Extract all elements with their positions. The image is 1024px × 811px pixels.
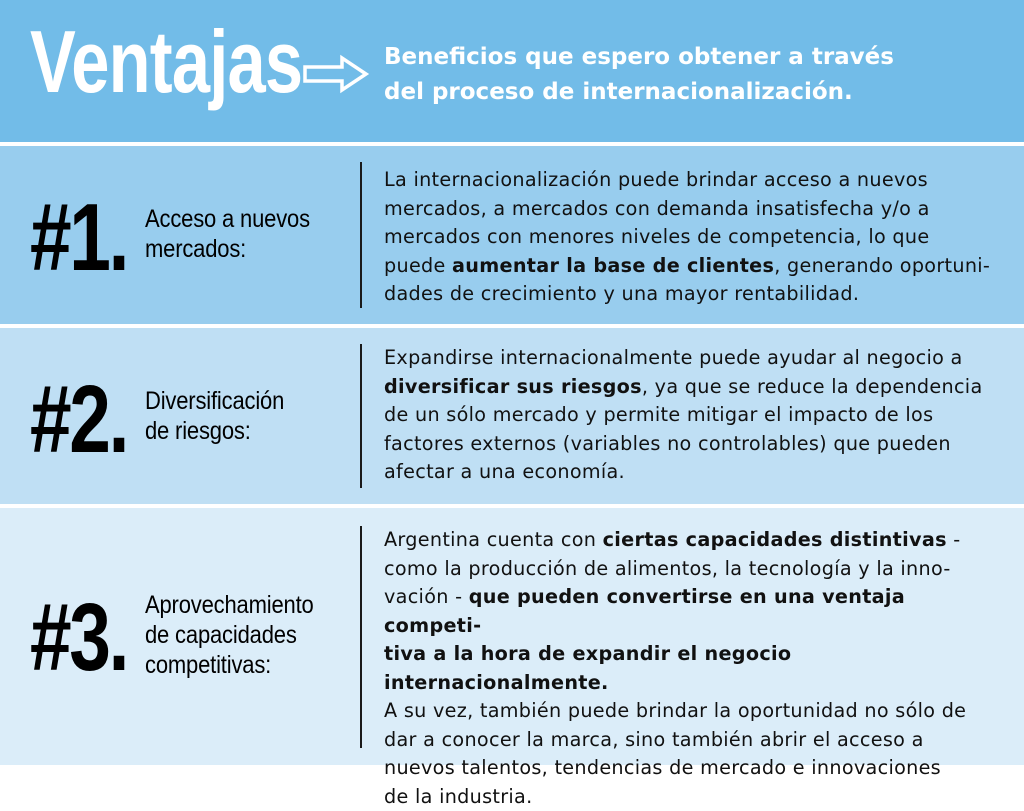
item-description [384,526,1009,811]
description-line [384,223,1009,252]
description-line [384,195,1009,224]
description-line [384,458,1009,487]
description-line [384,401,1009,430]
item-description [384,344,1009,487]
description-text: de la industria. [384,785,533,808]
description-text: mercados con menores niveles de competencia, lo que [384,225,929,248]
item-label [145,590,321,680]
description-text: dar a conocer la marca, sino también abrir el acceso a [384,728,924,751]
item-label-line: Aprovechamiento [145,590,321,620]
description-text: de un sólo mercado y permite mitigar el impacto de los [384,403,933,426]
subtitle-line: del proceso de internacionalización. [384,75,1004,110]
arrow-right-icon [302,54,370,94]
description-line [384,252,1009,281]
description-text: mercados, a mercados con demanda insatisfecha y/o a [384,197,930,220]
description-text: Argentina cuenta con [384,528,603,551]
description-text: A su vez, también puede brindar la oportunidad no sólo de [384,699,966,722]
description-text: como la producción de alimentos, la tecnología y la inno- [384,557,951,580]
item-label-line: Acceso a nuevos [145,204,321,234]
description-line [384,526,1009,555]
item-number: #3. [30,590,127,686]
description-line [384,754,1009,783]
page-subtitle [384,40,1004,110]
item-number: #2. [30,372,127,468]
page-title: Ventajas [30,12,302,112]
header-banner [0,0,1024,142]
description-text: vación - [384,585,469,608]
divider [360,526,362,748]
description-text: afectar a una economía. [384,460,625,483]
description-line [384,640,1009,697]
item-label-line: Diversificación [145,386,321,416]
subtitle-line: Beneficios que espero obtener a través [384,40,1004,75]
description-text: puede [384,254,452,277]
description-bold-text: tiva a la hora de expandir el negocio internacionalmente. [384,642,791,694]
description-line [384,726,1009,755]
description-line [384,430,1009,459]
description-line [384,280,1009,309]
item-label-line: de capacidades [145,620,321,650]
description-line [384,555,1009,584]
item-description [384,166,1009,309]
description-line [384,583,1009,640]
item-label [145,386,321,446]
description-bold-text: ciertas capacidades distintivas [603,528,947,551]
description-bold-text: aumentar la base de clientes [452,254,774,277]
item-label-line: mercados: [145,234,321,264]
description-text: , generando oportuni- [774,254,990,277]
description-line [384,166,1009,195]
item-label-line: competitivas: [145,650,321,680]
advantage-row-1 [0,146,1024,324]
advantage-row-2 [0,328,1024,504]
description-line [384,783,1009,811]
advantage-row-3 [0,508,1024,765]
item-label-line: de riesgos: [145,416,321,446]
description-line [384,344,1009,373]
divider [360,162,362,308]
description-text: La internacionalización puede brindar acceso a nuevos [384,168,928,191]
description-text: - [947,528,961,551]
description-line [384,697,1009,726]
description-text: , ya que se reduce la dependencia [642,375,983,398]
divider [360,344,362,488]
description-text: nuevos talentos, tendencias de mercado e innovaciones [384,756,941,779]
description-text: dades de crecimiento y una mayor rentabilidad. [384,282,859,305]
description-bold-text: que pueden convertirse en una ventaja competi- [384,585,905,637]
description-line [384,373,1009,402]
description-text: Expandirse internacionalmente puede ayudar al negocio a [384,346,963,369]
item-label [145,204,321,264]
description-bold-text: diversificar sus riesgos [384,375,642,398]
description-text: factores externos (variables no controlables) que pueden [384,432,951,455]
item-number: #1. [30,190,127,286]
